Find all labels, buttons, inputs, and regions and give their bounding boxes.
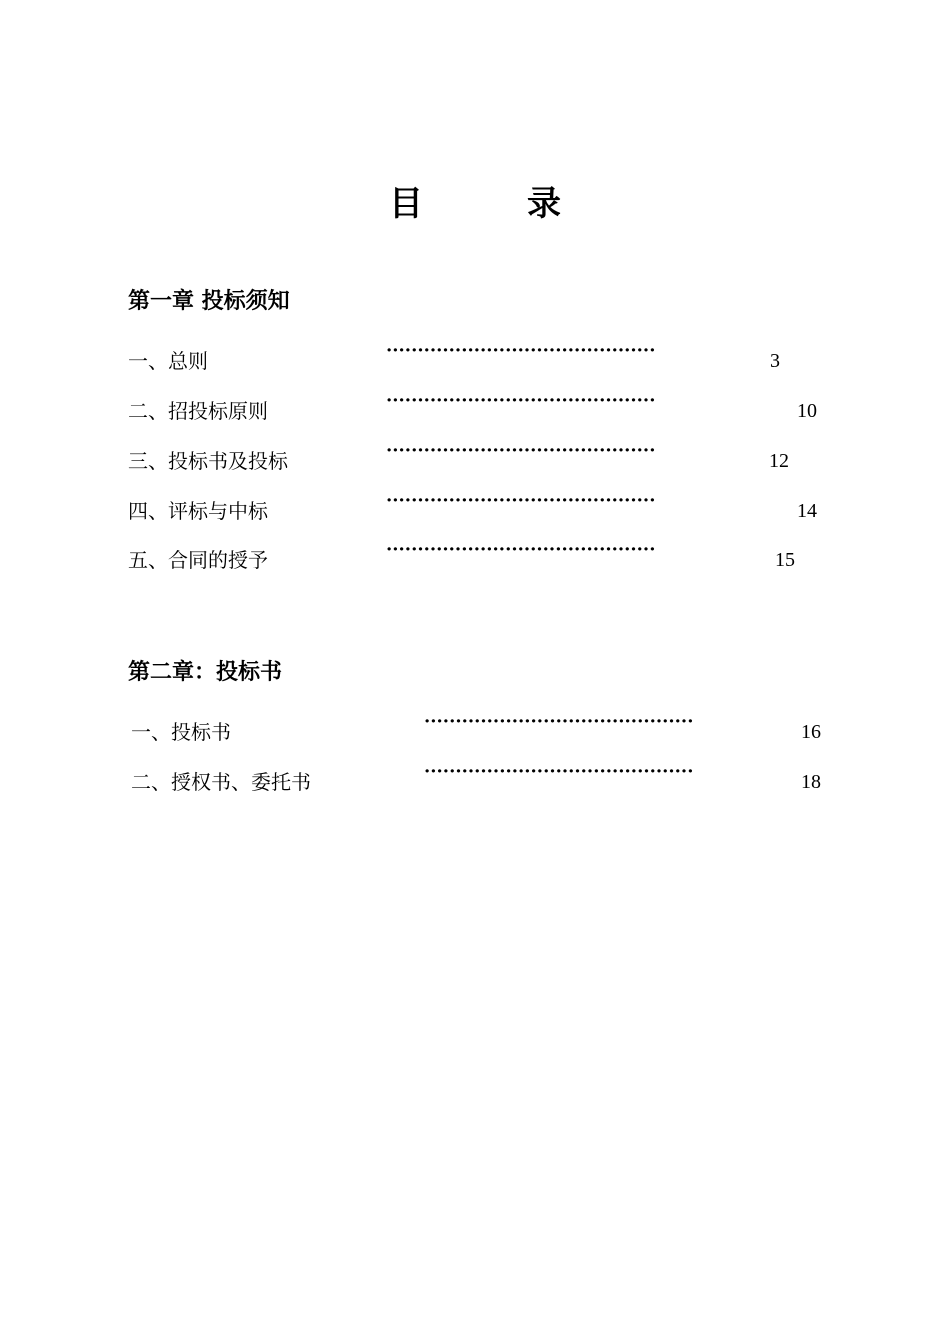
toc-entry-leader: ··········································· [386, 340, 656, 361]
toc-entry[interactable] [131, 761, 831, 797]
toc-entry[interactable] [128, 539, 828, 575]
toc-entry-page: 15 [775, 549, 795, 571]
toc-title-left: 目 [389, 184, 423, 224]
toc-entry-page: 12 [769, 450, 789, 472]
toc-entry-page: 16 [801, 721, 821, 743]
toc-entry-leader: ··········································· [386, 490, 656, 511]
toc-entry-page: 14 [797, 500, 817, 522]
chapter-heading-2: 第二章：投标书 [128, 659, 283, 685]
toc-entry-page: 3 [770, 350, 780, 372]
toc-entry-page: 18 [801, 771, 821, 793]
toc-entry-page: 10 [797, 400, 817, 422]
toc-entry[interactable] [128, 390, 828, 426]
toc-entry[interactable] [128, 490, 828, 526]
toc-entry-label: 一、总则 [128, 349, 208, 373]
toc-entry-label: 二、招投标原则 [128, 399, 268, 423]
toc-entry-leader: ··········································· [424, 761, 694, 782]
toc-entry[interactable] [128, 440, 828, 476]
toc-entry[interactable] [128, 340, 828, 376]
toc-entry-label: 一、投标书 [131, 720, 231, 744]
toc-entry[interactable] [131, 711, 831, 747]
toc-entry-leader: ··········································· [386, 539, 656, 560]
toc-entry-label: 二、授权书、委托书 [131, 770, 311, 794]
toc-entry-label: 五、合同的授予 [128, 548, 268, 572]
chapter-heading-1: 第一章 投标须知 [128, 288, 290, 314]
toc-entry-leader: ··········································· [424, 711, 694, 732]
toc-title [0, 176, 950, 225]
toc-title-right: 录 [527, 184, 561, 224]
toc-entry-leader: ··········································· [386, 440, 656, 461]
toc-entry-label: 四、评标与中标 [128, 499, 268, 523]
toc-entry-label: 三、投标书及投标 [128, 449, 288, 473]
toc-entry-leader: ··········································· [386, 390, 656, 411]
